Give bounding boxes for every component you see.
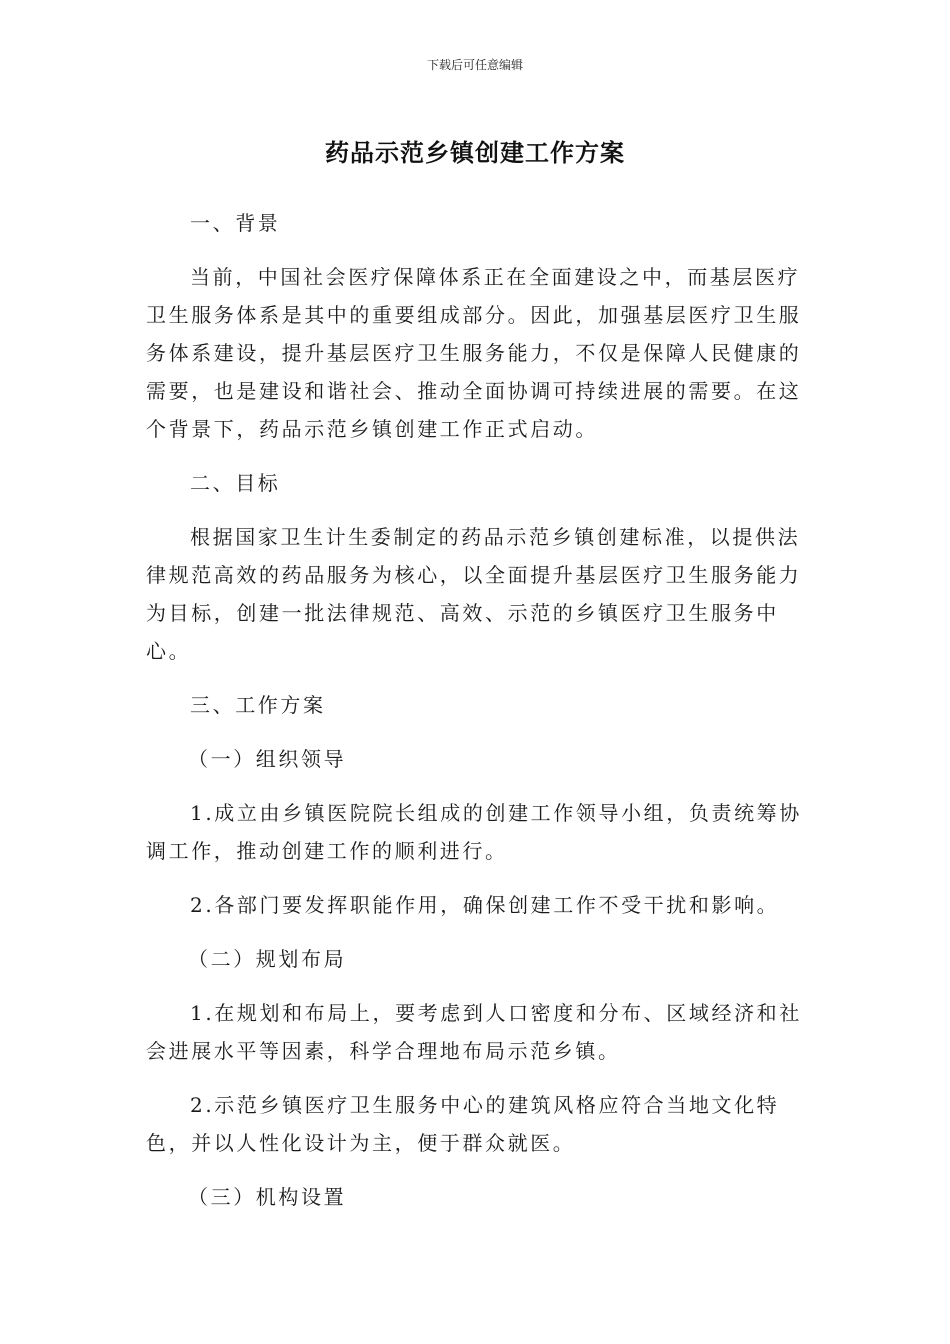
subsection-heading-institutions: （三）机构设置 bbox=[188, 1185, 347, 1209]
section-heading-goal: 二、目标 bbox=[190, 471, 281, 495]
paragraph-organization-2: 2.各部门要发挥职能作用，确保创建工作不受干扰和影响。 bbox=[190, 893, 780, 917]
document-title: 药品示范乡镇创建工作方案 bbox=[325, 139, 625, 167]
paragraph-organization-1: 1.成立由乡镇医院院长组成的创建工作领导小组，负责统筹协调工作，推动创建工作的顺利进行。 bbox=[146, 801, 802, 863]
paragraph-planning-1: 1.在规划和布局上，要考虑到人口密度和分布、区域经济和社会进展水平等因素，科学合理地布局示范乡镇。 bbox=[146, 1001, 802, 1063]
paragraph-goal: 根据国家卫生计生委制定的药品示范乡镇创建标准，以提供法律规范高效的药品服务为核心，以全面提升基层医疗卫生服务能力为目标，创建一批法律规范、高效、示范的乡镇医疗卫生服务中心。 bbox=[146, 525, 802, 663]
document-body bbox=[146, 204, 806, 1232]
subsection-heading-organization: （一）组织领导 bbox=[188, 747, 347, 771]
page-header-note: 下载后可任意编辑 bbox=[426, 58, 523, 72]
paragraph-planning-2: 2.示范乡镇医疗卫生服务中心的建筑风格应符合当地文化特色，并以人性化设计为主，便于群众就医。 bbox=[146, 1093, 780, 1155]
subsection-heading-planning: （二）规划布局 bbox=[188, 947, 347, 971]
section-heading-background: 一、背景 bbox=[190, 211, 281, 235]
section-heading-work-plan: 三、工作方案 bbox=[190, 693, 326, 717]
paragraph-background: 当前，中国社会医疗保障体系正在全面建设之中，而基层医疗卫生服务体系是其中的重要组成部分。因此，加强基层医疗卫生服务体系建设，提升基层医疗卫生服务能力，不仅是保障人民健康的需要，也是建设和谐社会、推动全面协调可持续进展的需要。在这个背景下，药品示范乡镇创建工作正式启动。 bbox=[146, 265, 802, 441]
